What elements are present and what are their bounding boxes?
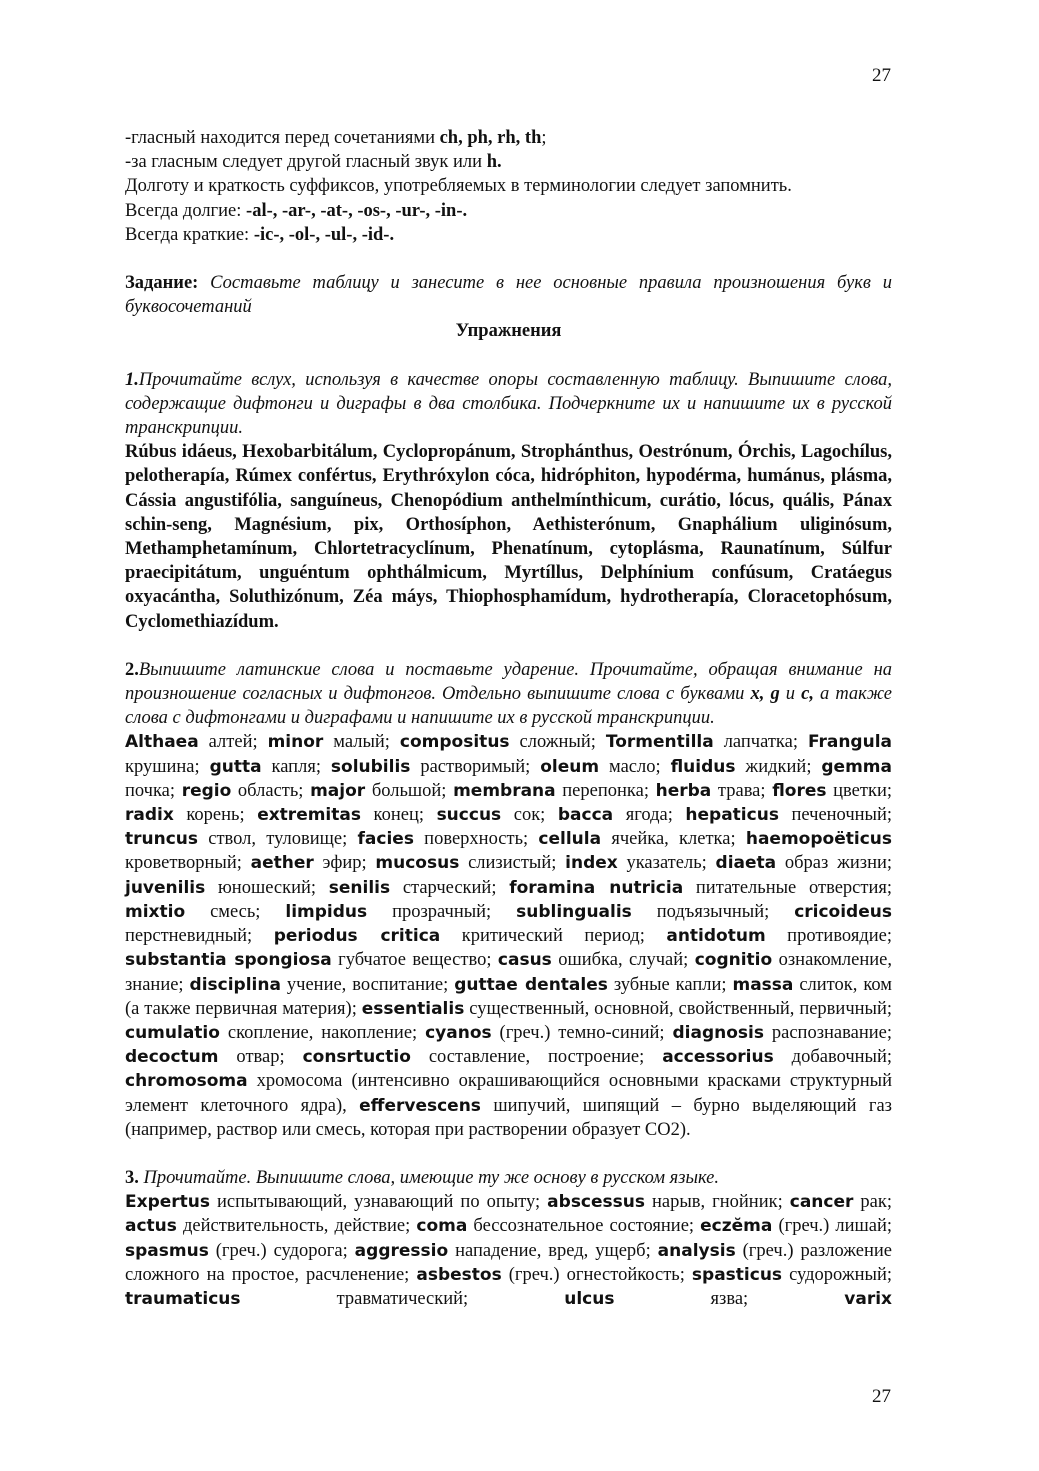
page-number-top: 27 (872, 65, 891, 86)
vocab-term: diaeta (715, 853, 777, 874)
vocab-term: facies (357, 829, 414, 850)
exercise-2-instruction: 2.Выпишите латинские слова и поставьте ударение. Прочитайте, обращая внимание на произношение согласных и дифтонгов. Отдельно выпишите слова с буквами x, g и c, а также слова с дифтонгами и диграфами и напишите их в русской транскрипции. (125, 659, 893, 729)
vocab-gloss: юношеский; (205, 877, 329, 898)
vocab-term: coma (416, 1216, 468, 1237)
vocab-term: ulcus (564, 1288, 615, 1309)
vocab-term: periodus critica (273, 926, 441, 947)
vocab-gloss: область; (231, 780, 311, 801)
vocab-gloss: существенный, основной, свойственный, первичный; (464, 998, 892, 1019)
vocab-gloss: кроветворный; (125, 853, 251, 874)
vocab-term: diagnosis (672, 1022, 764, 1043)
vocab-gloss: распознавание; (763, 1022, 892, 1043)
vocab-term: analysis (657, 1240, 736, 1261)
vocab-gloss: ствол, туловище; (198, 829, 358, 850)
vocab-term: traumaticus (125, 1288, 241, 1309)
vocab-term: sublingualis (516, 901, 632, 922)
vocab-gloss: добавочный; (773, 1047, 893, 1068)
vocab-gloss: ячейка, клетка; (601, 829, 746, 850)
vocab-gloss: большой; (365, 780, 454, 801)
task-label: Задание: (125, 273, 199, 294)
vocab-gloss: трава; (711, 780, 773, 801)
vocab-gloss: крушина; (125, 756, 210, 777)
vocab-term: cellula (538, 829, 602, 850)
vocab-term: cumulatio (125, 1022, 220, 1043)
vocab-term: eczĕma (700, 1216, 773, 1237)
vocab-gloss: жидкий; (735, 756, 822, 777)
exercise-1-words: Rúbus idáeus, Hexobarbitálum, Cyclopropánum, Strophánthus, Oestrónum, Órchis, Lagochílus, pelotherapía, Rúmex confértus, Erythróxylon cóca, hidróphiton, hypodérma, humánus, plásma, Cássia angustifólia, sanguíneus, Chenopódium anthelmínthicum, curátio, lócus, quális, Pánax schin-seng, Magnésium, pix, Orthosíphon, Aethisterónum, Gnaphálium uliginósum, Methamphetamínum, Chlortetracyclínum, Phenatínum, cytoplásma, Raunatínum, Súlfur praecipitátum, unguéntum ophthálmicum, Myrtíllus, Delphínium confúsum, Cratáegus oxyacántha, Soluthizónum, Zéa máys, Thiophosphamídum, hydrotherapía, Cloracetophósum, Cyclomethiazídum. (125, 442, 892, 632)
vocab-gloss: составление, построение; (410, 1047, 663, 1068)
vocab-term: gutta (209, 756, 262, 777)
vocab-term: cognitio (694, 950, 773, 971)
vocab-term: compositus (399, 732, 510, 753)
vocab-term: haemopoëticus (745, 829, 892, 850)
vocab-gloss: рак; (853, 1192, 893, 1213)
vocab-gloss: образ жизни; (776, 853, 893, 874)
vocab-term: abscessus (547, 1192, 645, 1213)
vocab-gloss: язва; (614, 1288, 845, 1309)
vocab-term: senilis (328, 877, 391, 898)
vocab-gloss: (греч.) судорога; (208, 1240, 355, 1261)
vocab-term: Tormentilla (605, 732, 714, 753)
vocab-term: substantia spongiosa (125, 950, 332, 971)
vocab-term: foramina nutricia (509, 877, 684, 898)
vocab-term: disciplina (189, 974, 281, 995)
exercise-3-instruction: 3. Прочитайте. Выпишите слова, имеющие ту же основу в русском языке. (125, 1167, 720, 1188)
vocab-term: fluidus (670, 756, 736, 777)
vocab-gloss: эфир; (313, 853, 376, 874)
vocab-gloss: нападение, вред, ущерб; (448, 1240, 658, 1261)
vocab-term: aggressio (354, 1240, 449, 1261)
vocab-gloss: судорожный; (782, 1264, 892, 1285)
intro-line-3: Долготу и краткость суффиксов, употребляемых в терминологии следует запомнить. (125, 176, 792, 197)
vocab-gloss: испытывающий, узнавающий по опыту; (210, 1192, 548, 1213)
vocab-gloss: шипучий, шипящий – бурно выделяющий газ (например, раствор или смесь, которая при растворении образует СО2). (125, 1095, 892, 1140)
vocab-term: casus (497, 950, 552, 971)
intro-line-2: -за гласным следует другой гласный звук или h. (125, 152, 502, 173)
vocab-term: solubilis (330, 756, 411, 777)
vocab-term: spasmus (125, 1240, 209, 1261)
vocab-gloss: ознакомление, знание; (125, 950, 893, 995)
vocab-term: bacca (557, 805, 614, 826)
vocab-term: herba (655, 780, 712, 801)
vocab-gloss: корень; (173, 805, 258, 826)
vocab-term: mixtio (125, 901, 186, 922)
vocab-gloss: слизистый; (459, 853, 566, 874)
vocab-gloss: старческий; (390, 877, 510, 898)
exercise-1-instruction: 1.Прочитайте вслух, используя в качестве опоры составленную таблицу. Выпишите слова, содержащие дифтонги и диграфы в два столбика. Подчеркните их и напишите их в русской транскрипции. (125, 369, 892, 439)
vocab-gloss: смесь; (185, 901, 286, 922)
vocab-gloss: губчатое вещество; (331, 950, 498, 971)
task-text: Составьте таблицу и занесите в нее основные правила произношения букв и буквосочетаний (125, 273, 892, 318)
vocab-term: spasticus (691, 1264, 783, 1285)
vocab-term: decoctum (125, 1047, 219, 1068)
task-paragraph (125, 271, 892, 319)
vocab-gloss: поверхность; (413, 829, 539, 850)
intro-line-5: Всегда краткие: -ic-, -ol-, -ul-, -id-. (125, 224, 395, 245)
vocab-gloss: лапчатка; (713, 732, 808, 753)
page-content (125, 126, 892, 1311)
vocab-term: regio (181, 780, 232, 801)
exercise-3-vocabulary (125, 1190, 892, 1311)
vocab-term: varix (844, 1288, 892, 1309)
vocab-term: asbestos (416, 1264, 502, 1285)
vocab-term: succus (436, 805, 502, 826)
vocab-term: hepaticus (685, 805, 779, 826)
vocab-term: actus (125, 1216, 177, 1237)
vocab-term: extremitas (257, 805, 361, 826)
vocab-gloss: нарыв, гнойник; (645, 1192, 790, 1213)
vocab-term: oleum (540, 756, 600, 777)
vocab-term: flores (772, 780, 827, 801)
vocab-gloss: критический период; (440, 926, 667, 947)
vocab-gloss: почка; (125, 780, 182, 801)
vocab-term: consrtuctio (302, 1047, 411, 1068)
vocab-gloss: слиток, ком (а также первичная материя); (125, 974, 892, 1019)
vocab-gloss: конец; (360, 805, 437, 826)
vocab-term: cricoideus (794, 901, 892, 922)
vocab-gloss: сложный; (509, 732, 606, 753)
vocab-gloss: капля; (261, 756, 331, 777)
vocab-term: cancer (789, 1192, 854, 1213)
vocab-gloss: хромосома (интенсивно окрашивающийся основными красками структурный элемент клеточного ядра), (125, 1071, 892, 1116)
vocab-gloss: печеночный; (778, 805, 893, 826)
vocab-gloss: противоядие; (765, 926, 892, 947)
exercise-2-vocabulary (125, 730, 892, 1141)
vocab-term: guttae dentales (454, 974, 608, 995)
vocab-term: accessorius (662, 1047, 774, 1068)
vocab-term: Expertus (125, 1192, 211, 1213)
vocab-gloss: алтей; (198, 732, 268, 753)
vocab-term: limpidus (285, 901, 368, 922)
vocab-gloss: действительность, действие; (176, 1216, 417, 1237)
exercises-heading: Упражнения (455, 321, 562, 342)
intro-line-4: Всегда долгие: -al-, -ar-, -at-, -os-, -ur-, -in-. (125, 200, 468, 221)
vocab-gloss: зубные капли; (607, 974, 733, 995)
vocab-term: major (310, 780, 366, 801)
vocab-term: juvenilis (125, 877, 206, 898)
vocab-term: gemma (821, 756, 892, 777)
vocab-gloss: перстневидный; (125, 926, 274, 947)
vocab-term: essentialis (361, 998, 465, 1019)
vocab-gloss: цветки; (826, 780, 892, 801)
vocab-gloss: прозрачный; (367, 901, 517, 922)
vocab-gloss: (греч.) огнестойкость; (501, 1264, 692, 1285)
vocab-term: Althaea (125, 732, 199, 753)
vocab-gloss: учение, воспитание; (280, 974, 455, 995)
vocab-gloss: отвар; (218, 1047, 303, 1068)
vocab-gloss: ягода; (613, 805, 686, 826)
vocab-gloss: (греч.) темно-синий; (491, 1022, 673, 1043)
vocab-gloss: перепонка; (555, 780, 656, 801)
vocab-gloss: сок; (501, 805, 558, 826)
vocab-gloss: подъязычный; (631, 901, 795, 922)
vocab-gloss: малый; (323, 732, 400, 753)
vocab-term: cyanos (425, 1022, 492, 1043)
intro-line-1: -гласный находится перед сочетаниями ch, ph, rh, th; (125, 128, 547, 148)
vocab-term: minor (267, 732, 324, 753)
vocab-term: antidotum (666, 926, 766, 947)
vocab-gloss: травматический; (240, 1288, 565, 1309)
vocab-term: chromosoma (125, 1071, 248, 1092)
vocab-gloss: масло; (599, 756, 671, 777)
vocab-gloss: питательные отверстия; (683, 877, 892, 898)
vocab-term: massa (732, 974, 794, 995)
vocab-term: aether (250, 853, 314, 874)
vocab-term: index (565, 853, 618, 874)
vocab-gloss: (греч.) лишай; (772, 1216, 893, 1237)
vocab-gloss: (греч.) разложение сложного на простое, расчленение; (125, 1240, 892, 1285)
vocab-term: radix (125, 805, 174, 826)
vocab-term: membrana (453, 780, 556, 801)
vocab-term: mucosus (375, 853, 460, 874)
vocab-gloss: ошибка, случай; (551, 950, 695, 971)
vocab-term: truncus (125, 829, 199, 850)
vocab-gloss: указатель; (617, 853, 716, 874)
vocab-gloss: бессознательное состояние; (467, 1216, 701, 1237)
vocab-gloss: растворимый; (410, 756, 541, 777)
vocab-term: Frangula (807, 732, 893, 753)
vocab-gloss: скопление, накопление; (219, 1022, 426, 1043)
page-number-bottom: 27 (872, 1386, 891, 1407)
vocab-term: effervescens (359, 1095, 481, 1116)
